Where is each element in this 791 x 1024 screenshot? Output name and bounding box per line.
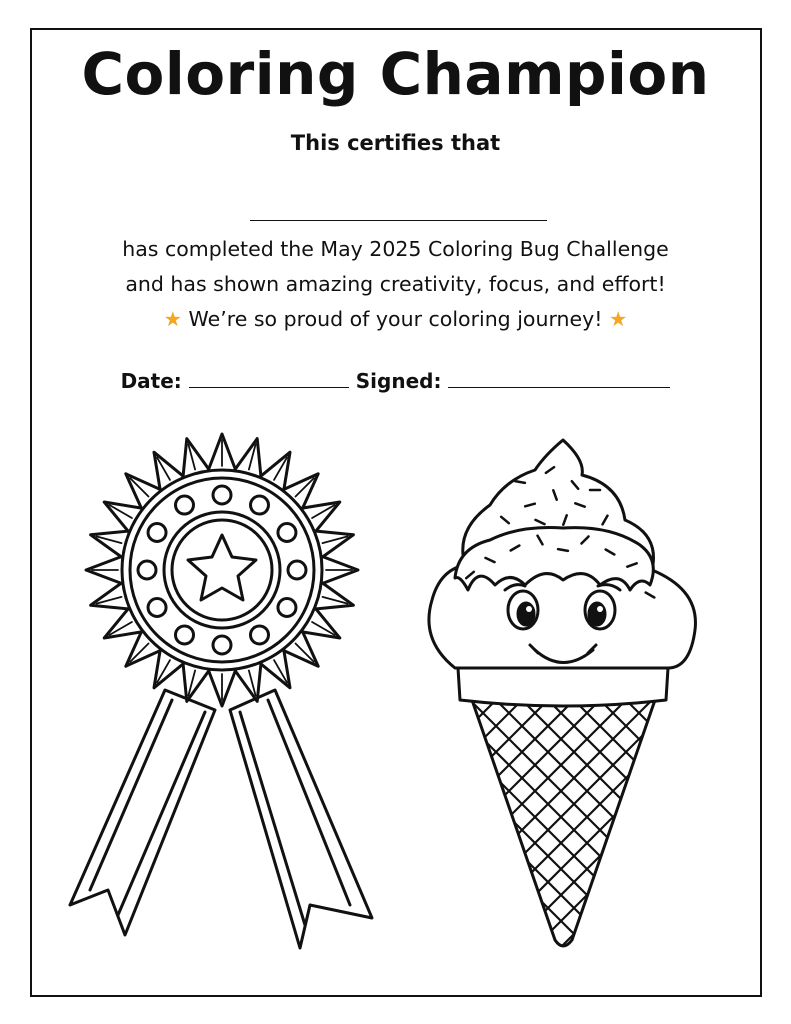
award-rosette-icon [70,434,372,948]
star-icon: ★ [163,307,182,331]
sprinkle [515,481,525,483]
rosette-dot [138,561,156,579]
certificate-title: Coloring Champion [81,40,710,108]
rosette-dot [176,626,194,644]
rosette-dot [251,626,269,644]
rosette-dot [251,496,269,514]
rosette-dot [288,561,306,579]
date-label: Date: [120,369,182,393]
certifies-text: This certifies that [290,131,501,155]
rosette-dot [278,524,296,542]
rosette-dot [148,599,166,617]
rosette-dot [278,599,296,617]
signed-label: Signed: [355,369,442,393]
rosette-dot [213,486,231,504]
star-icon: ★ [609,307,628,331]
sprinkle [558,549,568,551]
rosette-dot [213,636,231,654]
rosette-dot [176,496,194,514]
body-line-1: has completed the May 2025 Coloring Bug Challenge [122,237,669,261]
proud-text: We’re so proud of your coloring journey! [188,307,603,331]
rosette-dot [148,524,166,542]
body-line-2: and has shown amazing creativity, focus, and effort! [125,272,666,296]
